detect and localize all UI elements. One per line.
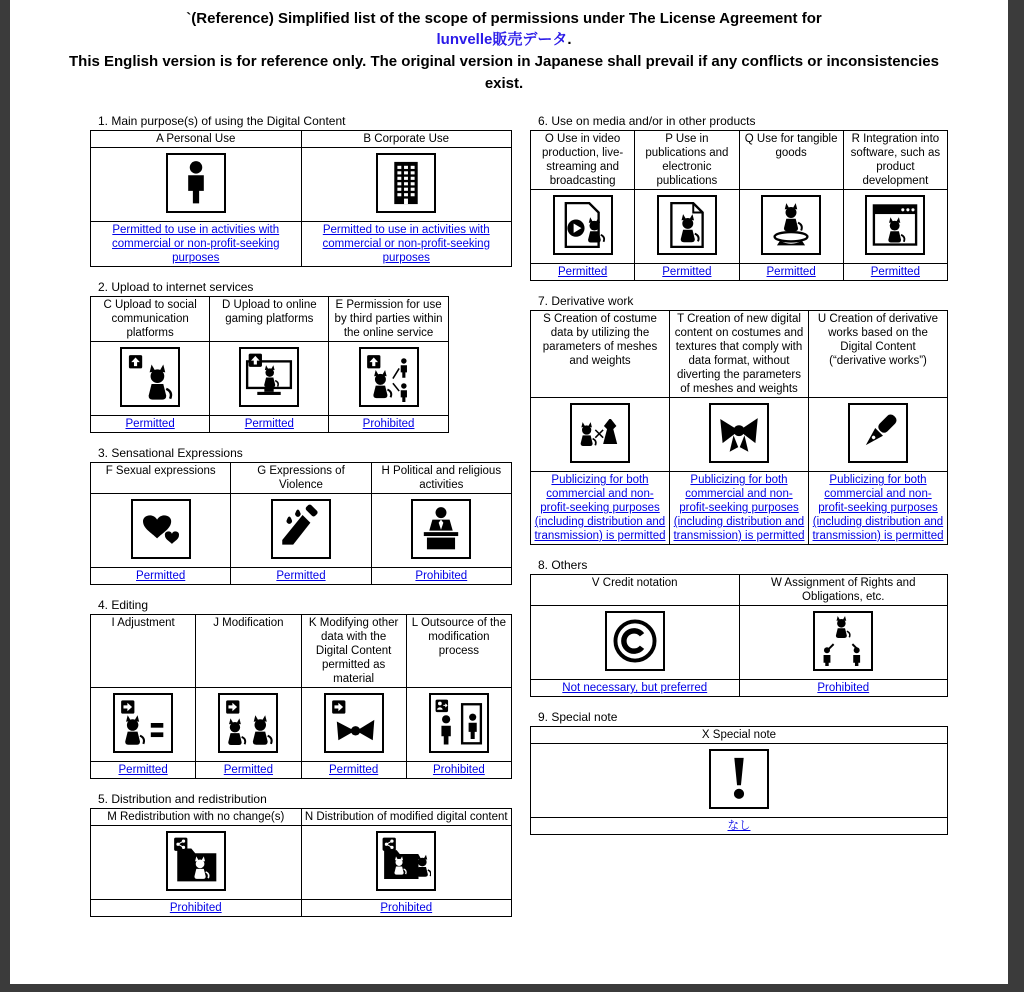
document-header [28, 8, 980, 95]
building-icon [376, 153, 436, 213]
permission-cell-icon [301, 148, 512, 222]
permission-status: Publicizing for both commercial and non-profit-seeking purposes (including distribution and transmission) is permitted [531, 472, 670, 545]
section-heading: 3. Sensational Expressions [98, 446, 243, 461]
permission-cell-label: O Use in video production, live-streaming and broadcasting [531, 131, 635, 190]
permission-cell-label: T Creation of new digital content on costumes and textures that comply with data format, without diverting the parameters of meshes and weights [670, 311, 809, 398]
section-editing [90, 598, 512, 779]
permission-cell-label: H Political and religious activities [371, 463, 511, 494]
permission-cell-icon [196, 688, 301, 762]
title-brand-line [28, 29, 980, 50]
permission-cell-icon [670, 398, 809, 472]
permission-status: Publicizing for both commercial and non-profit-seeking purposes (including distribution and transmission) is permitted [809, 472, 948, 545]
permission-cell-icon [301, 826, 512, 900]
permissions-table [530, 130, 948, 281]
permission-cell-icon [231, 494, 371, 568]
brand-name: lunvelle販売データ [436, 31, 568, 48]
section-media-products [530, 114, 948, 281]
permission-status: Permitted [635, 264, 739, 281]
share-folder-cat-icon [166, 831, 226, 891]
permission-status: Permitted [210, 416, 329, 433]
permission-cell-label: R Integration into software, such as product development [843, 131, 947, 190]
permissions-table [90, 808, 512, 917]
upload-monitor-cat-icon [239, 347, 299, 407]
share-folder-cats-icon [376, 831, 436, 891]
software-window-cat-icon [865, 195, 925, 255]
permission-cell-label: U Creation of derivative works based on the Digital Content (“derivative works”) [809, 311, 948, 398]
permission-cell-label: D Upload to online gaming platforms [210, 297, 329, 342]
permissions-table [530, 574, 948, 697]
hearts-icon [131, 499, 191, 559]
permission-status: Permitted to use in activities with commercial or non-profit-seeking purposes [91, 222, 302, 267]
permission-status: Permitted [531, 264, 635, 281]
permission-status: Permitted to use in activities with commercial or non-profit-seeking purposes [301, 222, 512, 267]
permission-status: Publicizing for both commercial and non-profit-seeking purposes (including distribution and transmission) is permitted [670, 472, 809, 545]
permission-cell-label: A Personal Use [91, 131, 302, 148]
upload-share-people-icon [359, 347, 419, 407]
section-upload-services [90, 280, 512, 433]
permission-cell-label: N Distribution of modified digital content [301, 809, 512, 826]
permission-cell-icon [635, 190, 739, 264]
permission-cell-label: P Use in publications and electronic publications [635, 131, 739, 190]
permission-cell-icon [809, 398, 948, 472]
section-heading: 9. Special note [538, 710, 618, 725]
permissions-table [90, 614, 512, 779]
permission-cell-label: C Upload to social communication platforms [91, 297, 210, 342]
viewer-edge-bottom [0, 984, 1024, 992]
section-heading: 4. Editing [98, 598, 149, 613]
permission-cell-icon [210, 342, 329, 416]
upload-cat-icon [120, 347, 180, 407]
bloody-knife-icon [271, 499, 331, 559]
video-play-cat-icon [553, 195, 613, 255]
fountain-pen-icon [848, 403, 908, 463]
permission-status: Permitted [196, 762, 301, 779]
section-main-purpose [90, 114, 512, 267]
section-heading: 2. Upload to internet services [98, 280, 254, 295]
permission-cell-label: G Expressions of Violence [231, 463, 371, 494]
ribbon-bow-icon [709, 403, 769, 463]
permission-cell-label: S Creation of costume data by utilizing the parameters of meshes and weights [531, 311, 670, 398]
viewer-edge-left [0, 0, 10, 992]
permission-cell-icon [91, 688, 196, 762]
exclamation-icon [709, 749, 769, 809]
permission-cell-icon [329, 342, 448, 416]
permission-cell-icon [843, 190, 947, 264]
permission-status: Not necessary, but preferred [531, 680, 740, 697]
edit-arrow-cats-icon [218, 693, 278, 753]
permission-cell-label: F Sexual expressions [91, 463, 231, 494]
section-sensational-expressions [90, 446, 512, 585]
permission-cell-label: K Modifying other data with the Digital Content permitted as material [301, 615, 406, 688]
permission-cell-label: X Special note [531, 727, 948, 744]
permission-cell-label: V Credit notation [531, 575, 740, 606]
permission-status: Permitted [91, 762, 196, 779]
left-column [90, 114, 512, 930]
permission-cell-icon [531, 398, 670, 472]
permissions-table [530, 726, 948, 835]
permission-status: Prohibited [329, 416, 448, 433]
permission-cell-icon [301, 688, 406, 762]
section-heading: 8. Others [538, 558, 588, 573]
permission-cell-label: Q Use for tangible goods [739, 131, 843, 190]
permission-cell-icon [531, 744, 948, 818]
permission-status: Prohibited [371, 568, 511, 585]
costume-params-icon [570, 403, 630, 463]
section-derivative-work [530, 294, 948, 545]
permission-status: Permitted [91, 568, 231, 585]
permission-status: Permitted [231, 568, 371, 585]
section-heading: 1. Main purpose(s) of using the Digital Content [98, 114, 346, 128]
permissions-table [90, 296, 449, 433]
permission-cell-icon [91, 826, 302, 900]
viewer-edge-right [1008, 0, 1024, 992]
title-line-1: `(Reference) Simplified list of the scope of permissions under The License Agreement for [186, 10, 822, 27]
permission-cell-label: M Redistribution with no change(s) [91, 809, 302, 826]
permission-cell-label: B Corporate Use [301, 131, 512, 148]
permission-status: Prohibited [91, 900, 302, 917]
permission-cell-icon [91, 342, 210, 416]
permission-cell-icon [739, 606, 948, 680]
permission-status: Prohibited [406, 762, 511, 779]
document-cat-icon [657, 195, 717, 255]
speaker-desk-icon [411, 499, 471, 559]
permissions-table [90, 462, 512, 585]
permission-cell-label: J Modification [196, 615, 301, 688]
copyright-icon [605, 611, 665, 671]
permission-status: Permitted [843, 264, 947, 281]
section-special-note [530, 710, 948, 835]
right-column [530, 114, 948, 848]
permission-cell-label: I Adjustment [91, 615, 196, 688]
section-heading: 5. Distribution and redistribution [98, 792, 267, 807]
permission-status: Permitted [739, 264, 843, 281]
permission-status: Permitted [301, 762, 406, 779]
permission-cell-icon [91, 494, 231, 568]
permission-status: Prohibited [301, 900, 512, 917]
section-distribution [90, 792, 512, 917]
permission-cell-label: W Assignment of Rights and Obligations, etc. [739, 575, 948, 606]
edit-arrow-equals-icon [113, 693, 173, 753]
permissions-table [530, 310, 948, 545]
rights-transfer-icon [813, 611, 873, 671]
permission-cell-icon [531, 606, 740, 680]
pedestal-cat-icon [761, 195, 821, 255]
permission-cell-icon [739, 190, 843, 264]
section-others [530, 558, 948, 697]
disclaimer-text: This English version is for reference only. The original version in Japanese shall prevail if any conflicts or inconsistencies exist. [69, 53, 939, 92]
permission-cell-icon [531, 190, 635, 264]
permission-cell-icon [406, 688, 511, 762]
permission-status: Permitted [91, 416, 210, 433]
permission-status: なし [531, 818, 948, 835]
section-heading: 6. Use on media and/or in other products [538, 114, 756, 128]
outsource-door-icon [429, 693, 489, 753]
permission-cell-icon [371, 494, 511, 568]
permissions-table [90, 130, 512, 267]
permission-cell-icon [91, 148, 302, 222]
permission-cell-label: E Permission for use by third parties within the online service [329, 297, 448, 342]
permission-status: Prohibited [739, 680, 948, 697]
brand-period: . [567, 31, 572, 48]
edit-arrow-ribbon-icon [324, 693, 384, 753]
permission-cell-label: L Outsource of the modification process [406, 615, 511, 688]
section-heading: 7. Derivative work [538, 294, 634, 309]
person-icon [166, 153, 226, 213]
